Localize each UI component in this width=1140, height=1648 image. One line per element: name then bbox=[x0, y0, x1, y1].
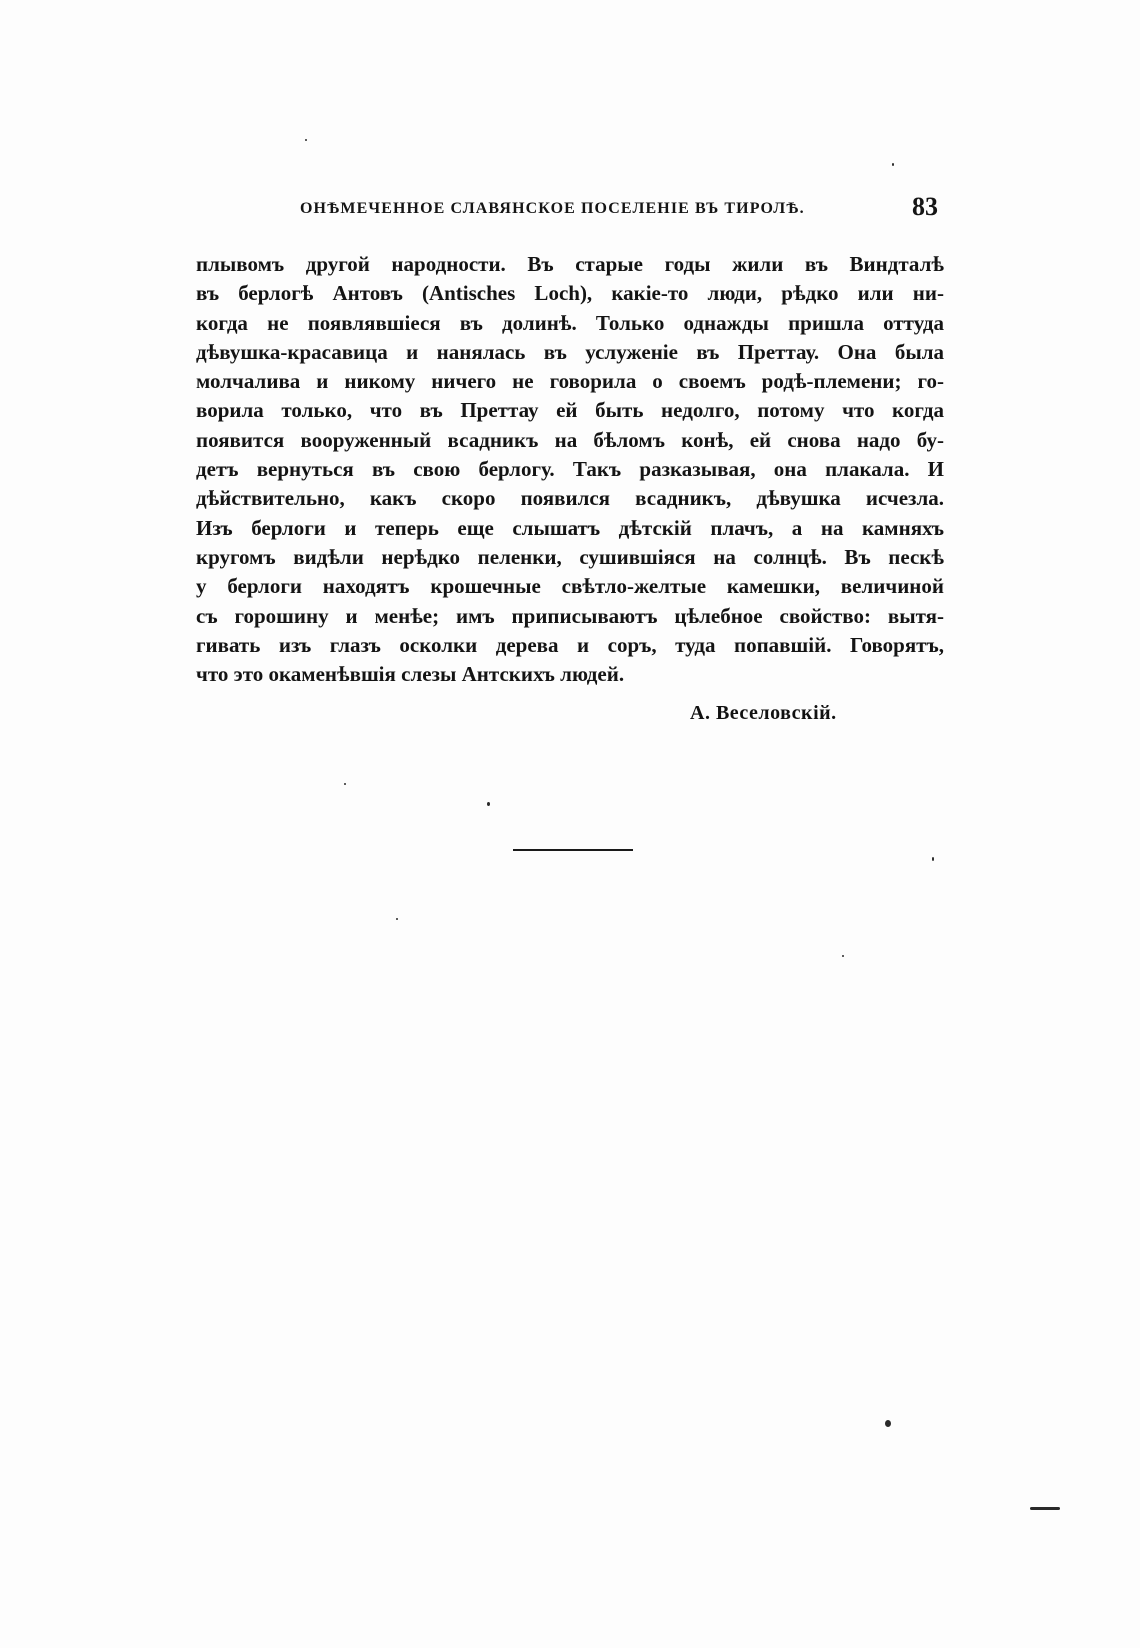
text-line: у берлоги находятъ крошечные свѣтло-желтые камешки, величиной bbox=[196, 574, 944, 599]
text-line: кругомъ видѣли нерѣдко пеленки, сушившіяся на солнцѣ. Въ пескѣ bbox=[196, 544, 944, 569]
text-line: съ горошину и менѣе; имъ приписываютъ цѣлебное свойство: вытя- bbox=[196, 603, 944, 628]
text-line: дѣйствительно, какъ скоро появился всадникъ, дѣвушка исчезла. bbox=[196, 486, 944, 511]
text-line: Изъ берлоги и теперь еще слышатъ дѣтскій плачъ, а на камняхъ bbox=[196, 515, 944, 540]
scan-speck bbox=[885, 1420, 891, 1427]
running-title: ОНѢМЕЧЕННОЕ СЛАВЯНСКОЕ ПОСЕЛЕНІЕ ВЪ ТИРОЛѢ. bbox=[300, 200, 805, 217]
text-line: что это окаменѣвшія слезы Антскихъ людей. bbox=[196, 662, 625, 687]
scan-speck bbox=[396, 918, 398, 920]
text-line: детъ вернуться въ свою берлогу. Такъ разказывая, она плакала. И bbox=[196, 457, 944, 482]
scan-speck bbox=[487, 802, 490, 806]
scan-speck bbox=[932, 857, 934, 861]
section-divider bbox=[513, 849, 633, 851]
scan-speck bbox=[305, 139, 307, 141]
text-line: дѣвушка-красавица и нанялась въ услуженіе въ Преттау. Она была bbox=[196, 339, 944, 364]
scan-speck bbox=[842, 955, 844, 957]
text-line: молчалива и никому ничего не говорила о своемъ родѣ-племени; го- bbox=[196, 369, 944, 394]
scan-speck bbox=[344, 783, 346, 785]
author-signature: А. Веселовскій. bbox=[690, 702, 837, 724]
body-text bbox=[196, 250, 944, 689]
scan-speck bbox=[892, 163, 894, 166]
text-line: гивать изъ глазъ осколки дерева и соръ, туда попавшій. Говорятъ, bbox=[196, 632, 944, 657]
text-line: когда не появлявшіеся въ долинѣ. Только однажды пришла оттуда bbox=[196, 310, 944, 335]
text-line: появится вооруженный всадникъ на бѣломъ конѣ, ей снова надо бу- bbox=[196, 427, 944, 452]
scan-speck bbox=[1030, 1507, 1060, 1510]
text-line: ворила только, что въ Преттау ей быть недолго, потому что когда bbox=[196, 398, 944, 423]
text-line: въ берлогѣ Антовъ (Antisches Loch), какіе-то люди, рѣдко или ни- bbox=[196, 281, 944, 306]
text-line: плывомъ другой народности. Въ старые годы жили въ Виндталѣ bbox=[196, 252, 944, 276]
page-number: 83 bbox=[912, 192, 938, 221]
